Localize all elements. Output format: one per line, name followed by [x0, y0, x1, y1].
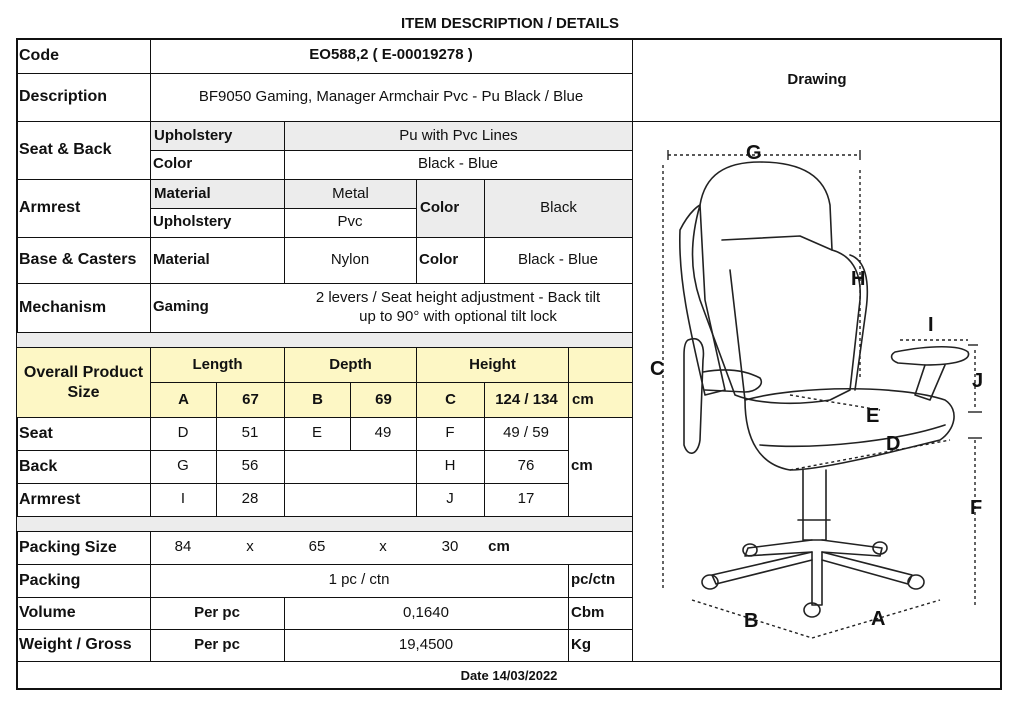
- chair-drawing: [633, 122, 1001, 661]
- material-label: Material: [153, 250, 210, 268]
- packing-x-1: x: [246, 538, 254, 556]
- dim-value-f: 49 / 59: [503, 424, 549, 442]
- label-h: H: [851, 268, 866, 290]
- mechanism-label: Mechanism: [19, 298, 107, 316]
- page-title: ITEM DESCRIPTION / DETAILS: [400, 15, 620, 32]
- chair-seat: [745, 389, 954, 470]
- dim-value-c: 124 / 134: [485, 383, 568, 417]
- base-material: Nylon: [330, 250, 370, 268]
- packing-width: 65: [308, 538, 326, 556]
- dim-key-f: F: [445, 424, 455, 442]
- dim-value-i: 28: [241, 490, 259, 508]
- dim-value-d: 51: [241, 424, 259, 442]
- overall-header-blank: [569, 348, 632, 382]
- chair-backrest: [693, 162, 861, 403]
- overall-size-label-line-2: Size: [67, 383, 100, 401]
- overall-size-label-line-1: Overall Product: [23, 363, 144, 381]
- label-a: A: [871, 608, 886, 630]
- packing-height: 30: [441, 538, 459, 556]
- code-value: EO588,2 ( E-00019278 ): [309, 46, 473, 64]
- packing-value: 1 pc / ctn: [328, 571, 390, 589]
- volume-label: Volume: [19, 604, 76, 621]
- dim-key-c: C: [417, 383, 484, 417]
- caster: [743, 544, 757, 556]
- upholstery-label: Upholstery: [151, 122, 284, 150]
- volume-unit: Cbm: [571, 603, 605, 621]
- seat-back-upholstery: Pu with Pvc Lines: [285, 122, 632, 150]
- dim-key-a: A: [151, 383, 216, 417]
- back-dims-label: Back: [19, 457, 58, 475]
- upholstery-label: Upholstery: [153, 213, 232, 231]
- seat-dims-label: Seat: [19, 424, 53, 442]
- armrest-color: Black: [485, 180, 632, 237]
- seat-back-color: Black - Blue: [417, 155, 499, 173]
- packing-unit: pc/ctn: [571, 571, 616, 589]
- dims-unit: cm: [571, 457, 593, 475]
- armrest-label: Armrest: [19, 199, 81, 216]
- color-label: Color: [153, 155, 193, 173]
- volume-value: 0,1640: [403, 603, 449, 621]
- color-label: Color: [417, 180, 484, 237]
- mechanism-description: [284, 283, 632, 332]
- volume-per: Per pc: [194, 603, 240, 621]
- mechanism-line-2: up to 90° with optional tilt lock: [359, 307, 557, 325]
- chair-armrest-right: [892, 347, 969, 365]
- dim-value-a: 67: [217, 383, 284, 417]
- dim-value-b: 69: [351, 383, 416, 417]
- dim-value-g: 56: [241, 457, 259, 475]
- packing-x-2: x: [379, 538, 387, 556]
- depth-header: Depth: [285, 348, 416, 382]
- dim-key-b: B: [285, 383, 350, 417]
- packing-size-unit: cm: [488, 538, 510, 556]
- height-header: Height: [417, 348, 568, 382]
- label-f: F: [970, 497, 983, 519]
- code-label: Code: [19, 46, 59, 64]
- seat-back-label: Seat & Back: [19, 141, 112, 158]
- label-g: G: [746, 142, 762, 164]
- separator-band: [17, 333, 632, 347]
- mechanism-type: Gaming: [153, 298, 209, 316]
- footer-date: Date 14/03/2022: [460, 667, 558, 683]
- weight-label: Weight / Gross: [19, 636, 132, 653]
- dim-key-g: G: [177, 457, 189, 475]
- armrest-upholstery: Pvc: [337, 213, 363, 231]
- armrest-material: Metal: [285, 180, 416, 208]
- label-c: C: [650, 358, 665, 380]
- dim-key-j: J: [446, 490, 454, 508]
- material-label: Material: [151, 180, 284, 208]
- chair-gas-lift: [803, 470, 826, 540]
- weight-unit: Kg: [571, 635, 591, 653]
- label-e: E: [866, 405, 880, 427]
- weight-value: 19,4500: [398, 635, 454, 653]
- mechanism-line-1: 2 levers / Seat height adjustment - Back tilt: [315, 288, 601, 306]
- description-value: BF9050 Gaming, Manager Armchair Pvc - Pu Black / Blue: [198, 87, 584, 105]
- base-label: Base & Casters: [19, 251, 137, 268]
- packing-size-label: Packing Size: [19, 538, 117, 556]
- dim-value-e: 49: [374, 424, 392, 442]
- base-color: Black - Blue: [517, 250, 599, 268]
- packing-label: Packing: [19, 571, 81, 589]
- overall-size-label: [17, 348, 150, 417]
- chair-armrest-left: [684, 339, 703, 454]
- dim-key-i: I: [180, 490, 186, 508]
- caster: [908, 575, 924, 589]
- overall-unit: cm: [569, 383, 632, 417]
- drawing-title: Drawing: [787, 70, 847, 88]
- dim-key-d: D: [177, 424, 189, 442]
- separator-band: [17, 517, 632, 531]
- dim-value-h: 76: [517, 457, 535, 475]
- armrest-dims-label: Armrest: [19, 490, 81, 508]
- label-i: I: [928, 314, 934, 336]
- color-label: Color: [419, 250, 459, 268]
- dim-value-j: 17: [517, 490, 535, 508]
- dim-key-e: E: [311, 424, 322, 442]
- label-b: B: [744, 610, 759, 632]
- dim-key-h: H: [444, 457, 456, 475]
- label-j: J: [972, 370, 984, 392]
- description-label: Description: [19, 88, 108, 105]
- label-d: D: [886, 433, 901, 455]
- chair-base: [745, 540, 882, 605]
- length-header: Length: [151, 348, 284, 382]
- packing-length: 84: [174, 538, 192, 556]
- weight-per: Per pc: [194, 635, 240, 653]
